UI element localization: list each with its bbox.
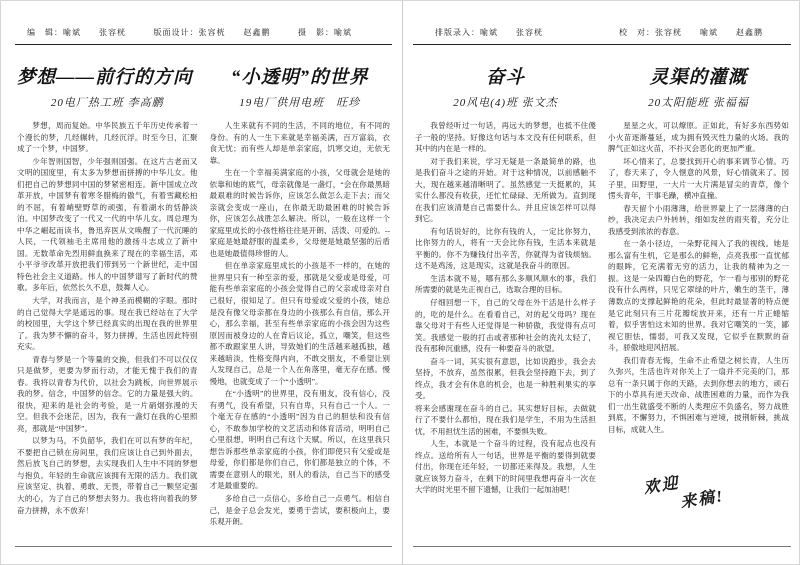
right-page-footer-rule — [413, 546, 791, 547]
page-right — [413, 1, 791, 565]
article-struggle-title: 奋斗 — [485, 68, 525, 88]
masthead-left — [15, 1, 392, 45]
paragraph: 奋斗一词，其实很有意思，比如说跑步，我会去坚持，不放弃，虽然很累，但我会坚持跑下去，到了终点，我才会有休息的机会，也是一种胜利果实的享受。 — [415, 356, 596, 401]
article-transparent — [210, 55, 391, 529]
page-fold-divider — [402, 1, 403, 564]
right-page-columns — [413, 45, 791, 497]
paragraph: 对于我们来说，学习无疑是一条最简单的路，也是我们奋斗之途的开始。对于这种情况，以前感触不大，现在越来越清晰明了。虽然感觉一天挺累的，其实什么都没有收获，还忙忙碌碌、无所做为。直到现在我们应该清楚自己需要什么。并且应该怎样可以得到它。 — [415, 156, 596, 224]
article-transparent-author: 19电厂供用电班 旺珍 — [239, 97, 361, 109]
paragraph: 坏心情来了，总要找到开心的事来调节心情。巧了，春天来了，令人惬意的风景，好心情就来了。园子里，田野里，一大片一大片满是冒尖的青草，像个愣头青年，干事毛躁，横冲直撞。 — [608, 156, 789, 201]
paragraph: 在一条小径边，一朵野花闯入了我的视线。她是那么富有生机，它是那么的鲜艳，点亮我那一直忧郁的眼眸，它充满着无穷的活力，让我的精神为之一振。这是一朵四瓣白色的野花，乍一看与那别的野花没有什么两样，只见它翠绿的叶片，嫩生的茎干，薄薄数点的支撑起鲜艳的花朵，但此时最显著的特点便是它此刻只有三片花瓣绽放开来，还有一片正蜷缩着，似乎害怕这未知的世界。我对它嘲笑的一笑，鄙视它胆怯，懦弱，可我又发现，它似乎在默默的奋斗，骄傲地迎风招展。 — [608, 239, 789, 353]
paragraph: 将来会感谢现在奋斗的自己。其实想好目标，去做就行了不要什么都怕，现在我们是学生，不用为生活担忧，不用担忧生活的困难，不要惧失败。 — [415, 403, 596, 436]
masthead-typesetting: 排版录入：喻斌 张容桄 — [435, 28, 543, 37]
paragraph: 星星之火，可以燎原。正如此，有好多东西势如小火苗逐渐蔓延，成为拥有毁灭性力量的火场。我的脾气正如这火苗，不扑灭会恶化的更加严重。 — [608, 121, 789, 154]
paragraph: 以梦为马，不负韶华，我们在可以有梦的年纪，不要把自己锁在房间里，我们应该让自己到外面去，然后放飞自己的梦想，去实现我们人生中不同的梦想与抱负。年轻的生命就应该拥有无限的活力。我们就应该坚定、执着、勇敢、无畏，带着自己一颗坚定强大的心，为了自己的梦想去努力。我也将向着我的梦奋力拼搏，永不放弃！ — [17, 436, 198, 515]
masthead-photography: 摄 影：喻斌 — [298, 28, 352, 37]
welcome-note-line1: 欢迎 — [642, 474, 681, 498]
paragraph: 人生，本就是一个奋斗的过程，没有起点也没有终点。送给所有人一句话，世界是平衡的要得到就要付出，你现在还年轻，一切都还来得及。我想，人生就应该努力奋斗，在剩下的时间里我想再奋斗一次在大学的时光里不留下遗憾，让我们一起加油吧！ — [415, 439, 596, 495]
left-page-columns — [15, 45, 392, 529]
paragraph: 但在单亲家庭里成长的小孩是不一样的，在她的世界里只有一种至亲的爱，那就是父爱或是母爱，可能有些单亲家庭的小孩会觉得自己的父亲或母亲对自己很好，很知足了。但只有母爱或父爱的小孩，她总是没有像父母亲都在身边的小孩那么有自信，那么开心，那么幸福，甚至有些单亲家庭的小孩会因为这些原因而被身边的人在背后议论，孤立，嘲笑，但这些都不敢跟家里人讲，导致她们的生活越来越孤独，越来越暗淡，性格变得内向，不敢交朋友，不希望让别人发现自己，总是一个人在角落里，毫无存在感。慢慢地，也就变成了一个“小透明”。 — [209, 261, 390, 386]
paragraph: 在“小透明”的世界里，没有朋友，没有信心，没有勇气，没有希望，只有自卑，只有自己一个人。一个毫无存在感的“小透明”因为自己的胆怯和没有信心，不敢参加学校的文艺活动和体育活动，明明自己心里很想，明明自己有这个天赋。所以，在这里我只想告诉那些单亲家庭的小孩，你们即使只有父爱或是母爱，你们都是你们自己，你们都是独立的个体，不需要在意别人的眼光，别人的看法，自己当下的感受才是最重要的。 — [209, 389, 390, 491]
article-transparent-body — [210, 120, 391, 528]
paragraph: 大学，对我而言，是个神圣而模糊的字眼。那时的自己觉得大学是遥远的事。现在我已经站在了大学的校园里，大学这个梦已经真实的出现在我的世界里了。我为梦不懈的奋斗，努力拼搏，生活也因此特别充实。 — [17, 295, 198, 352]
paragraph: 生在一个幸福美满家庭的小孩，父母就会是她的依靠和她的底气，母亲就像是一盏灯，“会在你最黑暗最艰难的时候告诉你，应该怎么做怎么走下去；而父亲就会变成一座山，在你最无助最困难的时候告诉你，应该怎么战胜怎么解决。所以，一般在这样一个家庭里成长的小孩性格往往是开朗、活泼、可爱的。--家庭是她最舒服的温柔乡，父母便是她最坚强的后盾也是她最值得珍惜的人。 — [209, 168, 390, 258]
article-lingqu-author: 20太阳能班 张福福 — [648, 97, 749, 109]
paragraph: 我们青春无悔，生命不止希望之树长青，人生历久弥兴，生活也许对你关上了一扇并不完美的门，那总有一条只属于你的天路，去到你想去的地方，顽石下的小草具有逆天改命、战胜困难的力量，而作为我们一出生就盛受不断的人类理应不负盛名，努力战胜到底，不懈努力，不惧困难与逆境，披荆斩棘，挑战目标，成就人生。 — [608, 355, 789, 434]
article-dream-author: 20电厂热工班 李高鹏 — [50, 97, 164, 109]
page-left — [15, 1, 392, 565]
masthead-editor: 编 辑：喻斌 张容桄 — [27, 28, 126, 37]
paragraph: 生活本就不易，哪有那么多顺风顺水的事，我们所需要的就是先正视自己，选取合理的目标。 — [415, 273, 596, 295]
article-struggle-author: 20风电(4)班 张文杰 — [453, 97, 558, 109]
article-lingqu-body — [608, 120, 789, 435]
paragraph: 少年智则国智，少年强则国强。在这片古老而又文明的国度里，有太多为梦想而拼搏的中华儿女。他们把自己的梦想同中国的梦紧密相连。新中国成立改革开放，中国梦有着寒冬腊梅的傲气，有着雪藏松柏的不屈，有着峭壁野草的顽强，有着湖水的恬静淡泊。中国梦改变了一代又一代的中华儿女。周总理为中华之崛起而读书，鲁迅弃医从文唤醒了一代沉睡的人民，一代领袖毛主席用他的激扬斗志成立了新中国。无数革命先烈用鲜血换来了现在的幸福生活，邓小平爷爷改革开放把我们带到另一个新世纪，走中国特色社会主义道路。伟人的中国梦谱写了新时代的赞歌。多年后，依然长久不息，鼓舞人心。 — [17, 156, 198, 293]
article-dream — [17, 55, 198, 529]
paragraph: 春天留个小雨薄薄，给世界蒙上了一层薄薄的白纱，我决定去户外转转，细如发丝的雨夹着，充分让我感受到浓浓的春意。 — [608, 203, 789, 236]
article-dream-body — [17, 120, 198, 516]
paragraph: 仔细回想一下，自己的父母在外干活是什么样子的，吃的是什么。在看看自己，对的起父母吗？现在靠父母对于有些人还觉得是一种骄傲，我觉得有点可笑。我感觉一般的打击或者那种社会的洗礼太轻了，没有那种沉重感，没有一种要奋斗的欲望。 — [415, 297, 596, 354]
paragraph: 青春与梦是一个等量的交换，但我们不可以仅仅只是做梦，更要为梦而行动，才能无愧于我们的青春。我将以青春为代价，以社会为跳板，向世界展示我的梦。信念，中国梦的信念。它的力量是强大的。很快，迎来的是社会的考验，是一片硝烟弥漫的天空。但我不会迷茫，因为，我有一盏灯在我的心里照亮，那就是“中国梦”。 — [17, 354, 198, 433]
welcome-note-line2: 来稿! — [679, 487, 726, 512]
article-lingqu-title: 灵渠的灌溉 — [649, 68, 748, 88]
masthead-layout-design: 版面设计：张容桄 赵鑫鹏 — [153, 28, 271, 37]
article-transparent-title: “小透明”的世界 — [230, 68, 369, 88]
article-dream-title: 梦想——前行的方向 — [17, 68, 193, 88]
masthead-right — [413, 1, 791, 45]
paragraph: 多给自己一点信心，多给自己一点勇气。相信自己，是金子总会发光，要勇于尝试，要积极向上，要乐观开朗。 — [209, 494, 390, 527]
paragraph: 有句话说好的，比你有钱的人，一定比你努力，比你努力的人，将有一天会比你有钱，生活本来就是平衡的。你不为赚钱付出辛苦，你就得为省钱烦恼。这不是鸡汤，这是现实，这就是我奋斗的原因。 — [415, 226, 596, 271]
paragraph: 梦想，周而复始。中华民族五千年历史传承着一个漫长的梦，几经辗转，几经沉浮。时至今日，汇聚成了一个梦，中国梦。 — [17, 121, 198, 154]
masthead-proofreading: 校 对：张容桄 喻斌 赵鑫鹏 — [619, 28, 763, 37]
left-page-footer-rule — [15, 546, 392, 547]
article-lingqu — [608, 55, 789, 497]
paragraph: 我曾经听过一句话，再远大的梦想，也抵不住傻子一般的坚持。好像这句话与本文没有任何联系，但其中的内在是一样的。 — [415, 121, 596, 154]
article-struggle — [415, 55, 596, 497]
article-struggle-body — [415, 120, 596, 496]
paragraph: 人生来就有不同的生活，不同的地位，有不同的身份。有的人一生下来就是幸福美满，百万富翁，衣食无忧；而有些人却是单亲家庭，饥寒交迫，无依无靠。 — [209, 121, 390, 165]
